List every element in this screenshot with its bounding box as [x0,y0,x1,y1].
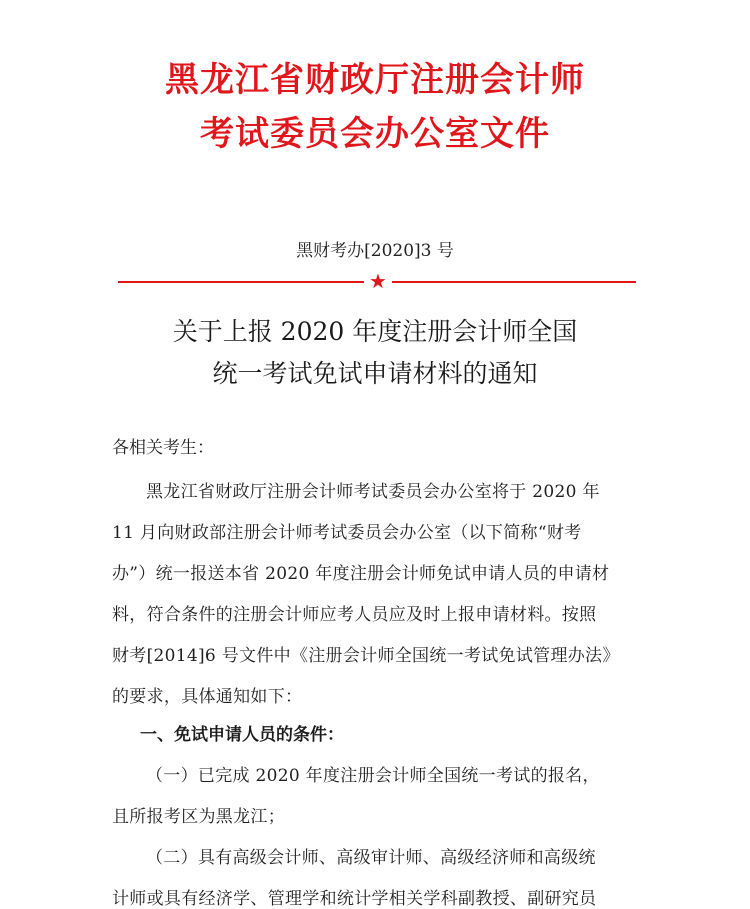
red-divider-right [392,281,636,283]
document-number: 黑财考办[2020]3 号 [296,241,454,261]
body-line-5: 财考[2014]6 号文件中《注册会计师全国统一考试免试管理办法》 [112,646,620,666]
salutation: 各相关考生： [112,438,214,458]
document-title-line-1: 关于上报 2020 年度注册会计师全国 [172,317,578,346]
section-heading-1: 一、免试申请人员的条件： [140,725,344,745]
red-divider-left [118,281,364,283]
item1-line-2: 且所报考区为黑龙江； [112,807,285,827]
issuer-header-line-1: 黑龙江省财政厅注册会计师 [165,60,585,100]
star-icon: ★ [369,269,387,293]
body-line-6: 的要求，具体通知如下： [112,687,303,707]
issuer-header-line-2: 考试委员会办公室文件 [200,114,550,154]
document-title-line-2: 统一考试免试申请材料的通知 [212,359,538,388]
body-line-4: 料，符合条件的注册会计师应考人员应及时上报申请材料。按照 [112,605,597,625]
item1-line-1: （一）已完成 2020 年度注册会计师全国统一考试的报名， [146,766,600,786]
body-line-2: 11 月向财政部注册会计师考试委员会办公室（以下简称“财考 [112,523,582,543]
item2-line-2: 计师或具有经济学、管理学和统计学相关学科副教授、副研究员 [112,889,597,909]
item2-line-1: （二）具有高级会计师、高级审计师、高级经济师和高级统 [146,848,596,868]
body-line-3: 办”）统一报送本省 2020 年度注册会计师免试申请人员的申请材 [112,564,610,584]
body-line-1: 黑龙江省财政厅注册会计师考试委员会办公室将于 2020 年 [146,482,600,502]
